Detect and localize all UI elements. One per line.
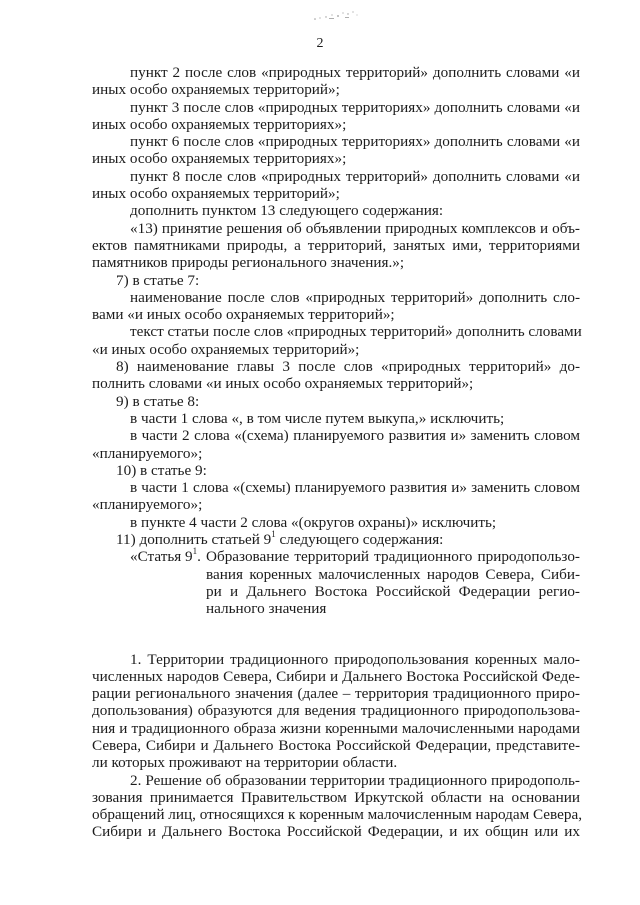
text-line: обращений лиц, относящихся к коренным малочисленным народам Севера, bbox=[92, 806, 582, 824]
text-line: иных особо охраняемых территориях»; bbox=[92, 115, 347, 133]
text-line: текст статьи после слов «природных территорий» дополнить словами bbox=[130, 323, 582, 341]
text-line: иных особо охраняемых территорий»; bbox=[92, 81, 340, 99]
text-line: памятников природы регионального значения.»; bbox=[92, 254, 405, 272]
text-line: ектов памятниками природы, а территорий, занятых ими, территориями bbox=[92, 236, 580, 254]
page-number: 2 bbox=[316, 36, 324, 51]
article-title bbox=[206, 548, 580, 617]
text-line: наименование после слов «природных территорий» дополнить сло- bbox=[130, 288, 580, 306]
item-11-line: 11) дополнить статьей $9^1$ следующего содержания: bbox=[116, 528, 444, 549]
text-line: рации регионального значения (далее – территория традиционного приро- bbox=[92, 685, 580, 703]
text-line: «планируемого»; bbox=[92, 444, 203, 462]
text-line: зования принимается Правительством Иркутской области на основании bbox=[92, 788, 580, 806]
text-line: пункт 3 после слов «природных территориях» дополнить словами «и bbox=[130, 98, 580, 116]
article-title-line: Образование территорий традиционного природопользо- bbox=[206, 548, 580, 566]
text-line: иных особо охраняемых территорий»; bbox=[92, 185, 340, 203]
text-line: ния и традиционного образа жизни коренными малочисленными народами bbox=[92, 719, 580, 737]
article-heading bbox=[92, 548, 580, 617]
text-line: допользования) образуются для ведения традиционного природопользова- bbox=[92, 702, 580, 720]
text-line: ли которых проживают на территории области. bbox=[92, 754, 398, 772]
text-line: Сибири и Дальнего Востока Российской Федерации, и их общин или их bbox=[92, 823, 580, 841]
article-body bbox=[92, 651, 580, 841]
text-line: иных особо охраняемых территориях»; bbox=[92, 150, 347, 168]
text-line: 10) в статье 9: bbox=[116, 461, 207, 479]
text-line: дополнить пунктом 13 следующего содержания: bbox=[130, 202, 444, 220]
article-title-line: ри и Дальнего Востока Российской Федерации регио- bbox=[206, 582, 580, 600]
article-title-line: нального значения bbox=[206, 600, 327, 618]
text-line: «планируемого»; bbox=[92, 496, 203, 514]
text-line: 8) наименование главы 3 после слов «природных территорий» до- bbox=[116, 358, 580, 376]
superscript: 1 bbox=[271, 528, 276, 539]
article-title-line: вания коренных малочисленных народов Севера, Сиби- bbox=[206, 565, 580, 583]
text-line: в части 1 слова «(схемы) планируемого развития и» заменить словом bbox=[130, 479, 580, 497]
text-line: пункт 6 после слов «природных территориях» дополнить словами «и bbox=[130, 133, 580, 151]
text-line: 2. Решение об образовании территории традиционного природополь- bbox=[130, 771, 580, 789]
text-line: 1. Территории традиционного природопользования коренных мало- bbox=[130, 650, 580, 668]
article-number: «Статья $9^1$. bbox=[130, 546, 201, 566]
text-line: «13) принятие решения об объявлении природных комплексов и объ- bbox=[130, 219, 580, 237]
text-line: «и иных особо охраняемых территорий»; bbox=[92, 340, 360, 358]
text-line: численных народов Севера, Сибири и Дальнего Востока Российской Феде- bbox=[92, 667, 580, 685]
text-line: 7) в статье 7: bbox=[116, 271, 200, 289]
amendment-list bbox=[92, 64, 580, 531]
text-line: в части 2 слова «(схема) планируемого развития и» заменить словом bbox=[130, 427, 580, 445]
text-line: полнить словами «и иных особо охраняемых территорий»; bbox=[92, 375, 474, 393]
text-line: 9) в статье 8: bbox=[116, 392, 200, 410]
text-line: пункт 8 после слов «природных территорий» дополнить словами «и bbox=[130, 167, 580, 185]
text-line: вами «и иных особо охраняемых территорий»; bbox=[92, 306, 395, 324]
document-body bbox=[92, 64, 580, 841]
text-line: в части 1 слова «, в том числе путем выкупа,» исключить; bbox=[130, 409, 505, 427]
text-line: в пункте 4 части 2 слова «(округов охраны)» исключить; bbox=[130, 513, 497, 531]
text-line: Севера, Сибири и Дальнего Востока Российской Федерации, представите- bbox=[92, 736, 580, 754]
text-line: пункт 2 после слов «природных территорий» дополнить словами «и bbox=[130, 64, 580, 81]
spacer bbox=[92, 618, 580, 651]
scan-noise-mark bbox=[312, 10, 360, 22]
